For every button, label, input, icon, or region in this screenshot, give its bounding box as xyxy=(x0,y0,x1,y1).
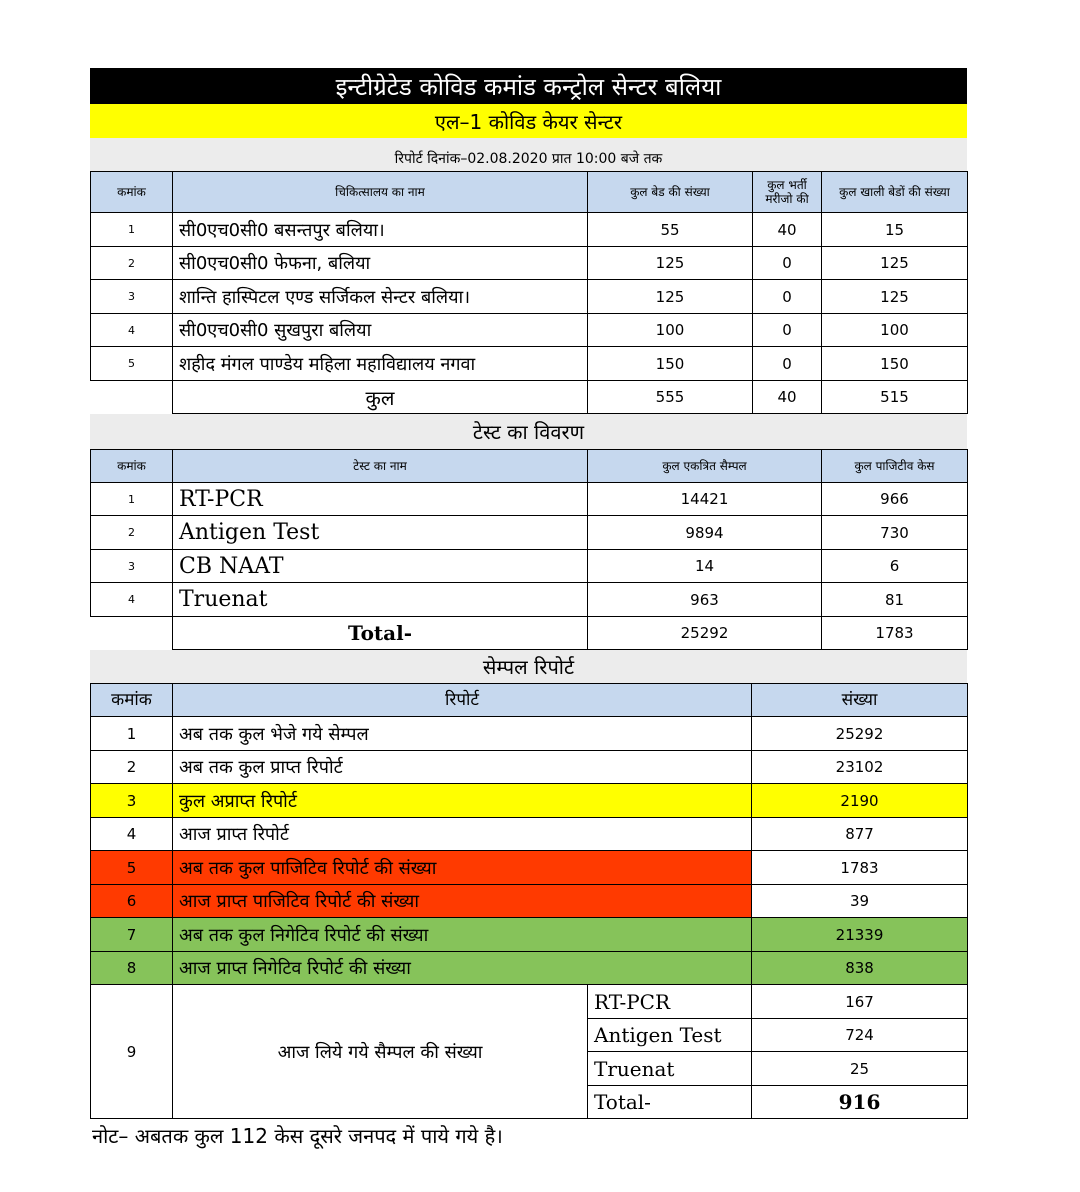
today-total-label: Total- xyxy=(588,1086,752,1119)
bed-total: 125 xyxy=(588,280,753,314)
bed-admitted: 40 xyxy=(753,213,822,247)
tests-header-row xyxy=(91,450,968,483)
beds-col-total: कुल बेड की संख्या xyxy=(588,172,753,213)
today-item-name: RT-PCR xyxy=(588,985,752,1019)
tests-section-title: टेस्ट का विवरण xyxy=(472,420,585,444)
bed-total: 100 xyxy=(588,314,753,347)
sample-label: अब तक कुल पाजिटिव रिपोर्ट की संख्या xyxy=(173,851,752,885)
sample-value: 877 xyxy=(752,818,968,851)
sample-value: 23102 xyxy=(752,751,968,784)
test-collected: 9894 xyxy=(588,516,822,550)
table-row xyxy=(91,213,968,247)
table-row xyxy=(91,314,968,347)
sample-label: आज प्राप्त निगेटिव रिपोर्ट की संख्या xyxy=(173,952,752,985)
tests-total-label: Total- xyxy=(173,617,588,650)
title-banner xyxy=(90,68,967,104)
table-row xyxy=(91,751,968,784)
bed-name: सी0एच0सी0 फेफना, बलिया xyxy=(173,247,588,280)
tests-col-name: टेस्ट का नाम xyxy=(173,450,588,483)
sample-sn: 1 xyxy=(91,717,173,751)
table-row xyxy=(91,885,968,918)
today-sample-row xyxy=(91,985,968,1019)
today-sn: 9 xyxy=(91,985,173,1119)
test-name: Antigen Test xyxy=(173,516,588,550)
tests-table xyxy=(90,449,968,650)
beds-total-row xyxy=(91,381,968,414)
sample-value: 838 xyxy=(752,952,968,985)
bed-name: शहीद मंगल पाण्डेय महिला महाविद्यालय नगवा xyxy=(173,347,588,381)
table-row xyxy=(91,516,968,550)
test-positive: 81 xyxy=(822,583,968,617)
sample-value: 1783 xyxy=(752,851,968,885)
bed-vacant: 125 xyxy=(822,247,968,280)
sample-value: 21339 xyxy=(752,918,968,952)
bed-vacant: 15 xyxy=(822,213,968,247)
test-name: RT-PCR xyxy=(173,483,588,516)
today-total-value: 916 xyxy=(752,1086,968,1119)
sample-value: 2190 xyxy=(752,784,968,818)
sample-sn: 3 xyxy=(91,784,173,818)
bed-name: सी0एच0सी0 सुखपुरा बलिया xyxy=(173,314,588,347)
today-item-name: Antigen Test xyxy=(588,1019,752,1052)
beds-col-sn: कमांक xyxy=(91,172,173,213)
test-collected: 14421 xyxy=(588,483,822,516)
samples-header-row xyxy=(91,684,968,717)
tests-col-sn: कमांक xyxy=(91,450,173,483)
bed-total: 55 xyxy=(588,213,753,247)
sample-label: अब तक कुल निगेटिव रिपोर्ट की संख्या xyxy=(173,918,752,952)
bed-vacant: 150 xyxy=(822,347,968,381)
tests-col-collected: कुल एकत्रित सैम्पल xyxy=(588,450,822,483)
table-row xyxy=(91,247,968,280)
table-row xyxy=(91,483,968,516)
report-date-band xyxy=(90,138,967,171)
beds-total-total: 555 xyxy=(588,381,753,414)
tests-total-collected: 25292 xyxy=(588,617,822,650)
test-positive: 6 xyxy=(822,550,968,583)
table-row xyxy=(91,347,968,381)
bed-total: 150 xyxy=(588,347,753,381)
samples-col-sn: कमांक xyxy=(91,684,173,717)
bed-name: शान्ति हास्पिटल एण्ड सर्जिकल सेन्टर बलिया। xyxy=(173,280,588,314)
table-row xyxy=(91,818,968,851)
sample-label: अब तक कुल भेजे गये सेम्पल xyxy=(173,717,752,751)
today-item-value: 167 xyxy=(752,985,968,1019)
sample-sn: 2 xyxy=(91,751,173,784)
today-item-value: 25 xyxy=(752,1052,968,1086)
test-sn: 1 xyxy=(91,483,173,516)
bed-vacant: 100 xyxy=(822,314,968,347)
test-sn: 2 xyxy=(91,516,173,550)
page-subtitle: एल–1 कोविड केयर सेन्टर xyxy=(434,109,623,134)
bed-sn: 3 xyxy=(91,280,173,314)
subtitle-banner xyxy=(90,104,967,138)
bed-sn: 5 xyxy=(91,347,173,381)
samples-col-count: संख्या xyxy=(752,684,968,717)
test-positive: 966 xyxy=(822,483,968,516)
beds-col-name: चिकित्सालय का नाम xyxy=(173,172,588,213)
table-row xyxy=(91,280,968,314)
table-row xyxy=(91,784,968,818)
samples-col-report: रिपोर्ट xyxy=(173,684,752,717)
test-collected: 14 xyxy=(588,550,822,583)
table-row xyxy=(91,717,968,751)
sample-value: 39 xyxy=(752,885,968,918)
sample-label: अब तक कुल प्राप्त रिपोर्ट xyxy=(173,751,752,784)
samples-section-band xyxy=(90,650,967,683)
bed-sn: 2 xyxy=(91,247,173,280)
sample-sn: 4 xyxy=(91,818,173,851)
beds-header-row xyxy=(91,172,968,213)
sample-label: आज प्राप्त रिपोर्ट xyxy=(173,818,752,851)
sample-sn: 6 xyxy=(91,885,173,918)
table-row xyxy=(91,583,968,617)
beds-col-admitted: कुल भर्ती मरीजो की xyxy=(753,172,822,213)
sample-sn: 5 xyxy=(91,851,173,885)
footnote: नोट– अबतक कुल 112 केस दूसरे जनपद में पाये गये है। xyxy=(92,1124,503,1148)
test-sn: 3 xyxy=(91,550,173,583)
bed-admitted: 0 xyxy=(753,247,822,280)
bed-vacant: 125 xyxy=(822,280,968,314)
beds-total-label: कुल xyxy=(173,381,588,414)
tests-col-positive: कुल पाजिटीव केस xyxy=(822,450,968,483)
sample-label: कुल अप्राप्त रिपोर्ट xyxy=(173,784,752,818)
sample-value: 25292 xyxy=(752,717,968,751)
bed-sn: 1 xyxy=(91,213,173,247)
table-row xyxy=(91,550,968,583)
table-row xyxy=(91,952,968,985)
test-name: CB NAAT xyxy=(173,550,588,583)
test-sn: 4 xyxy=(91,583,173,617)
tests-total-row xyxy=(91,617,968,650)
sample-sn: 7 xyxy=(91,918,173,952)
samples-table xyxy=(90,683,968,1119)
bed-name: सी0एच0सी0 बसन्तपुर बलिया। xyxy=(173,213,588,247)
sample-sn: 8 xyxy=(91,952,173,985)
tests-total-positive: 1783 xyxy=(822,617,968,650)
bed-admitted: 0 xyxy=(753,347,822,381)
report-date: रिपोर्ट दिनांक–02.08.2020 प्रात 10:00 बजे तक xyxy=(394,151,663,167)
sample-label: आज प्राप्त पाजिटिव रिपोर्ट की संख्या xyxy=(173,885,752,918)
beds-col-vacant: कुल खाली बेडों की संख्या xyxy=(822,172,968,213)
test-positive: 730 xyxy=(822,516,968,550)
tests-section-band xyxy=(90,414,967,449)
table-row xyxy=(91,851,968,885)
bed-total: 125 xyxy=(588,247,753,280)
page-title: इन्टीग्रेटेड कोविड कमांड कन्ट्रोल सेन्टर बलिया xyxy=(335,72,722,101)
table-row xyxy=(91,918,968,952)
bed-sn: 4 xyxy=(91,314,173,347)
beds-total-admitted: 40 xyxy=(753,381,822,414)
beds-total-vacant: 515 xyxy=(822,381,968,414)
blank-cell xyxy=(91,381,173,414)
today-item-value: 724 xyxy=(752,1019,968,1052)
today-label: आज लिये गये सैम्पल की संख्या xyxy=(173,985,588,1119)
samples-section-title: सेम्पल रिपोर्ट xyxy=(482,655,575,679)
test-name: Truenat xyxy=(173,583,588,617)
bed-admitted: 0 xyxy=(753,314,822,347)
test-collected: 963 xyxy=(588,583,822,617)
blank-cell xyxy=(91,617,173,650)
report-sheet xyxy=(90,68,967,1119)
today-item-name: Truenat xyxy=(588,1052,752,1086)
beds-table xyxy=(90,171,968,414)
bed-admitted: 0 xyxy=(753,280,822,314)
